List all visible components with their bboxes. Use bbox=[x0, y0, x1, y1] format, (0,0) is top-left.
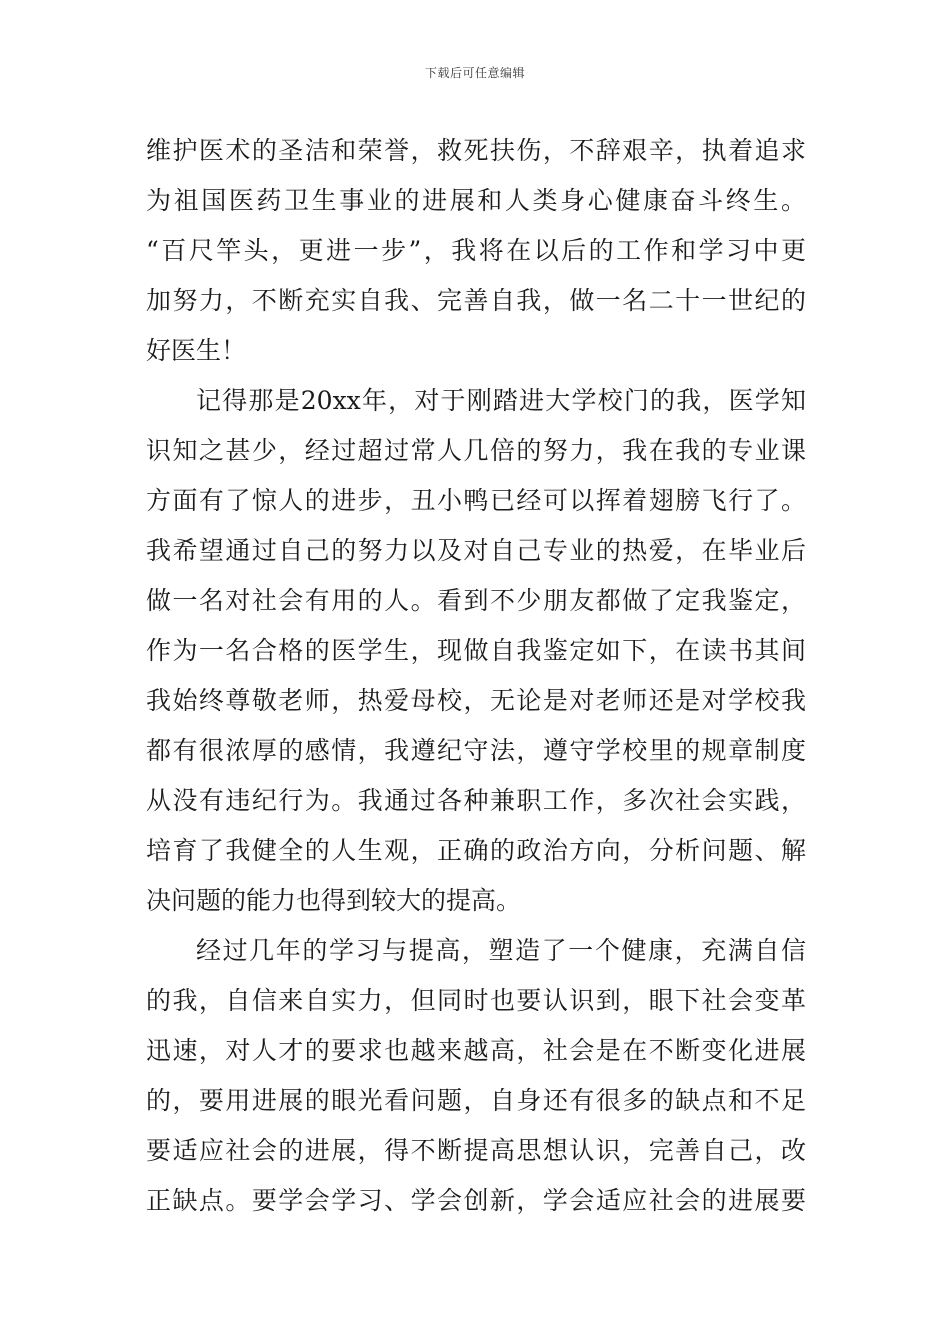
text-line: 从没有违纪行为。我通过各种兼职工作，多次社会实践， bbox=[146, 786, 806, 815]
text-line: 记得那是20xx年，对于刚踏进大学校门的我，医学知 bbox=[196, 386, 806, 415]
text-line: 作为一名合格的医学生，现做自我鉴定如下，在读书其间 bbox=[146, 636, 806, 665]
text-line: 我希望通过自己的努力以及对自己专业的热爱，在毕业后 bbox=[146, 536, 806, 565]
text-line: “百尺竿头，更进一步”，我将在以后的工作和学习中更 bbox=[146, 236, 806, 265]
text-line: 加努力，不断充实自我、完善自我，做一名二十一世纪的 bbox=[146, 286, 806, 315]
text-line: 的我，自信来自实力，但同时也要认识到，眼下社会变革 bbox=[146, 986, 806, 1015]
text-line: 维护医术的圣洁和荣誉，救死扶伤，不辞艰辛，执着追求 bbox=[146, 136, 806, 165]
text-line: 的，要用进展的眼光看问题，自身还有很多的缺点和不足 bbox=[146, 1086, 806, 1115]
text-line: 要适应社会的进展，得不断提高思想认识，完善自己，改 bbox=[146, 1136, 806, 1165]
page-header: 下载后可任意编辑 bbox=[424, 66, 525, 80]
text-line: 为祖国医药卫生事业的进展和人类身心健康奋斗终生。 bbox=[146, 186, 806, 215]
text-line: 好医生！ bbox=[146, 336, 247, 365]
text-line: 经过几年的学习与提高，塑造了一个健康，充满自信 bbox=[196, 936, 806, 965]
body-text bbox=[146, 126, 806, 1226]
text-line: 正缺点。要学会学习、学会创新，学会适应社会的进展要 bbox=[146, 1186, 806, 1215]
text-line: 决问题的能力也得到较大的提高。 bbox=[146, 886, 522, 915]
text-line: 做一名对社会有用的人。看到不少朋友都做了定我鉴定， bbox=[146, 586, 806, 615]
text-line: 迅速，对人才的要求也越来越高，社会是在不断变化进展 bbox=[146, 1036, 806, 1065]
text-line: 都有很浓厚的感情，我遵纪守法，遵守学校里的规章制度 bbox=[146, 736, 806, 765]
text-line: 我始终尊敬老师，热爱母校，无论是对老师还是对学校我 bbox=[146, 686, 806, 715]
text-line: 方面有了惊人的进步，丑小鸭已经可以挥着翅膀飞行了。 bbox=[146, 486, 806, 515]
text-line: 识知之甚少，经过超过常人几倍的努力，我在我的专业课 bbox=[146, 436, 806, 465]
text-line: 培育了我健全的人生观，正确的政治方向，分析问题、解 bbox=[146, 836, 806, 865]
